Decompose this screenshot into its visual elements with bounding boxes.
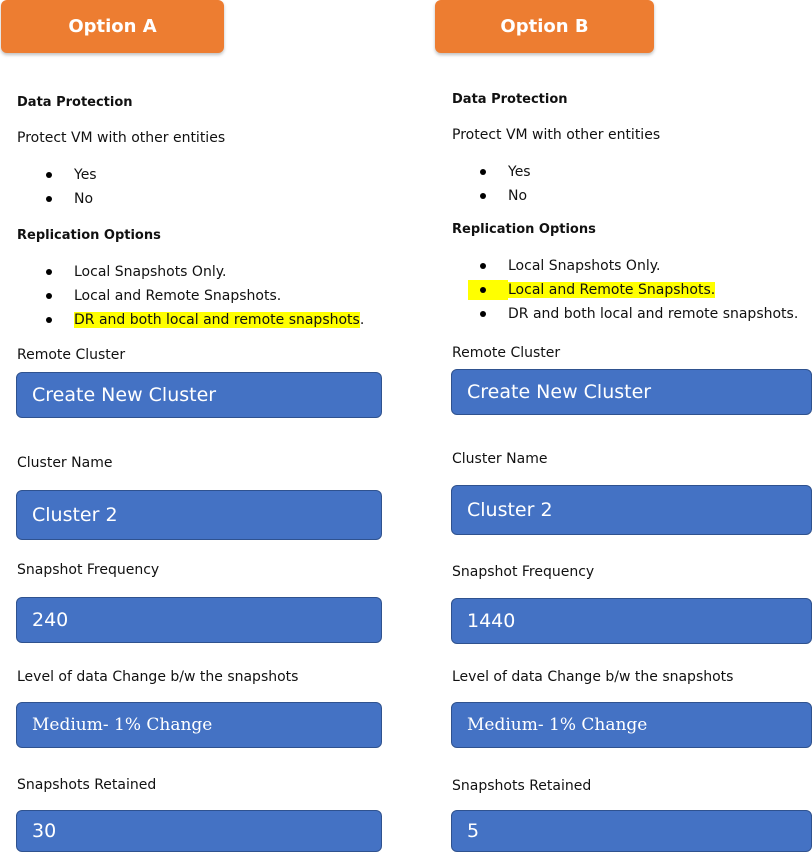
remote-cluster-label: Remote Cluster	[452, 345, 561, 361]
bullet-icon	[46, 293, 52, 299]
option-b-header[interactable]: Option B	[435, 0, 654, 53]
cluster-name-field[interactable]: Cluster 2	[451, 485, 812, 535]
bullet-icon	[46, 269, 52, 275]
remote-cluster-field[interactable]: Create New Cluster	[451, 369, 812, 415]
bullet-icon	[480, 263, 486, 269]
snapshot-frequency-field[interactable]: 1440	[451, 598, 812, 644]
protect-choice-no[interactable]: No	[34, 188, 97, 212]
replication-choice-dr[interactable]: DR and both local and remote snapshots.	[468, 303, 798, 327]
cluster-name-field[interactable]: Cluster 2	[16, 490, 382, 540]
cluster-name-label: Cluster Name	[17, 455, 113, 471]
snapshots-retained-field[interactable]: 5	[451, 810, 812, 852]
data-change-label: Level of data Change b/w the snapshots	[452, 669, 734, 685]
protect-vm-label: Protect VM with other entities	[17, 130, 226, 146]
protect-choice-yes[interactable]: Yes	[34, 164, 97, 188]
bullet-icon	[46, 317, 52, 323]
bullet-icon	[46, 172, 52, 178]
option-a-panel	[0, 0, 400, 852]
replication-choice-local-only[interactable]: Local Snapshots Only.	[34, 261, 364, 285]
replication-choices	[468, 255, 798, 327]
bullet-icon	[480, 311, 486, 317]
protect-vm-choices	[34, 164, 97, 212]
cluster-name-label: Cluster Name	[452, 451, 548, 467]
bullet-icon	[480, 287, 486, 293]
bullet-icon	[480, 169, 486, 175]
replication-choices	[34, 261, 364, 333]
bullet-icon	[480, 193, 486, 199]
data-change-field[interactable]: Medium- 1% Change	[16, 702, 382, 748]
remote-cluster-field[interactable]: Create New Cluster	[16, 372, 382, 418]
snapshot-frequency-label: Snapshot Frequency	[17, 562, 160, 578]
replication-choice-local-remote[interactable]: Local and Remote Snapshots.	[34, 285, 364, 309]
snapshot-frequency-field[interactable]: 240	[16, 597, 382, 643]
replication-options-title: Replication Options	[17, 228, 161, 243]
protect-choice-no[interactable]: No	[468, 185, 531, 209]
replication-choice-local-remote[interactable]	[468, 279, 798, 303]
data-change-label: Level of data Change b/w the snapshots	[17, 669, 299, 685]
selected-highlight: Local and Remote Snapshots.	[508, 282, 716, 298]
data-protection-title: Data Protection	[452, 92, 568, 107]
bullet-icon	[46, 196, 52, 202]
option-b-panel	[434, 0, 812, 852]
replication-choice-local-only[interactable]: Local Snapshots Only.	[468, 255, 798, 279]
remote-cluster-label: Remote Cluster	[17, 347, 126, 363]
data-protection-title: Data Protection	[17, 95, 133, 110]
protect-vm-choices	[468, 161, 531, 209]
snapshots-retained-field[interactable]: 30	[16, 810, 382, 852]
data-change-field[interactable]: Medium- 1% Change	[451, 702, 812, 748]
replication-choice-dr[interactable]: DR and both local and remote snapshots.	[34, 309, 364, 333]
protect-choice-yes[interactable]: Yes	[468, 161, 531, 185]
snapshot-frequency-label: Snapshot Frequency	[452, 564, 595, 580]
selected-highlight-lead	[468, 280, 508, 300]
protect-vm-label: Protect VM with other entities	[452, 127, 661, 143]
snapshots-retained-label: Snapshots Retained	[452, 778, 592, 794]
selected-highlight: DR and both local and remote snapshots	[74, 312, 360, 328]
replication-options-title: Replication Options	[452, 222, 596, 237]
snapshots-retained-label: Snapshots Retained	[17, 777, 157, 793]
option-a-header[interactable]: Option A	[1, 0, 224, 53]
